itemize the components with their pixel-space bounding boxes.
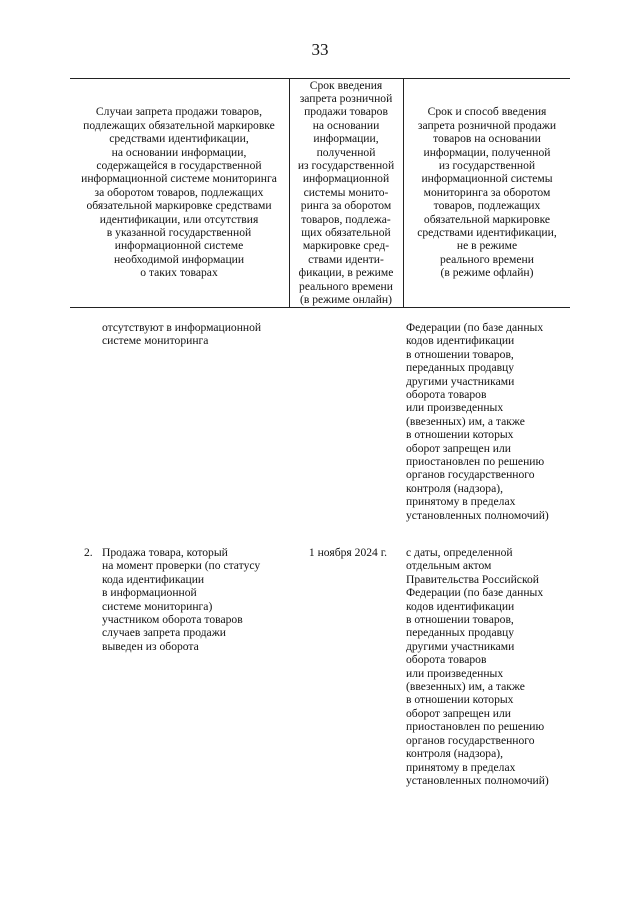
continuation-case-text: отсутствуют в информационной системе мониторинга xyxy=(102,321,262,348)
header-cases-text: Случаи запрета продажи товаров, подлежащих обязательной маркировке средствами идентификации, на основании информации, содержащейся в государственной информационной системе мониторинга за оборотом товаров, подлежащих обязательной маркировке средствами идентификации, или отсутствия в указанной государственной информационной системе необходимой информации о таких товарах xyxy=(81,105,277,280)
row-case-text: Продажа товара, который на момент проверки (по статусу кода идентификации в информационной системе мониторинга) участником оборота товаров случаев запрета продажи выведен из оборота xyxy=(102,546,261,653)
row-number: 2. xyxy=(84,546,93,559)
page-number: 33 xyxy=(311,40,329,59)
row-offline-text: с даты, определенной отдельным актом Правительства Российской Федерации (по базе данных кодов идентификации в отношении товаров, переданных продавцу другими участниками оборота товаров или произведенных (ввезенных) им, а также в отношении которых оборот запрещен или приостановлен по решению органов государственного контроля (надзора), принятому в пределах установленных полномочий) xyxy=(406,546,549,787)
header-online-text: Срок введения запрета розничной продажи товаров на основании информации, полученной из государственной информационной системы монито- ринга за оборотом товаров, подлежа- щих обязательной маркировке сред- ствами иденти- фикации, в режиме реального времени (в режиме онлайн) xyxy=(297,78,395,307)
continuation-offline-text: Федерации (по базе данных кодов идентификации в отношении товаров, переданных продавцу другими участниками оборота товаров или произведенных (ввезенных) им, а также в отношении которых оборот запрещен или приостановлен по решению органов государственного контроля (надзора), принятому в пределах установленных полномочий) xyxy=(406,321,549,522)
table-header-bottom-rule xyxy=(70,307,570,308)
header-cell-cases xyxy=(70,78,288,307)
header-cell-offline xyxy=(404,78,570,307)
header-cell-online xyxy=(290,78,402,307)
header-offline-text: Срок и способ введения запрета розничной продажи товаров на основании информации, полученной из государственной информационной системы мониторинга за оборотом товаров, подлежащих обязательной маркировке средствами идентификации, не в режиме реального времени (в режиме офлайн) xyxy=(417,105,557,280)
row-online-date: 1 ноября 2024 г. xyxy=(308,546,388,559)
